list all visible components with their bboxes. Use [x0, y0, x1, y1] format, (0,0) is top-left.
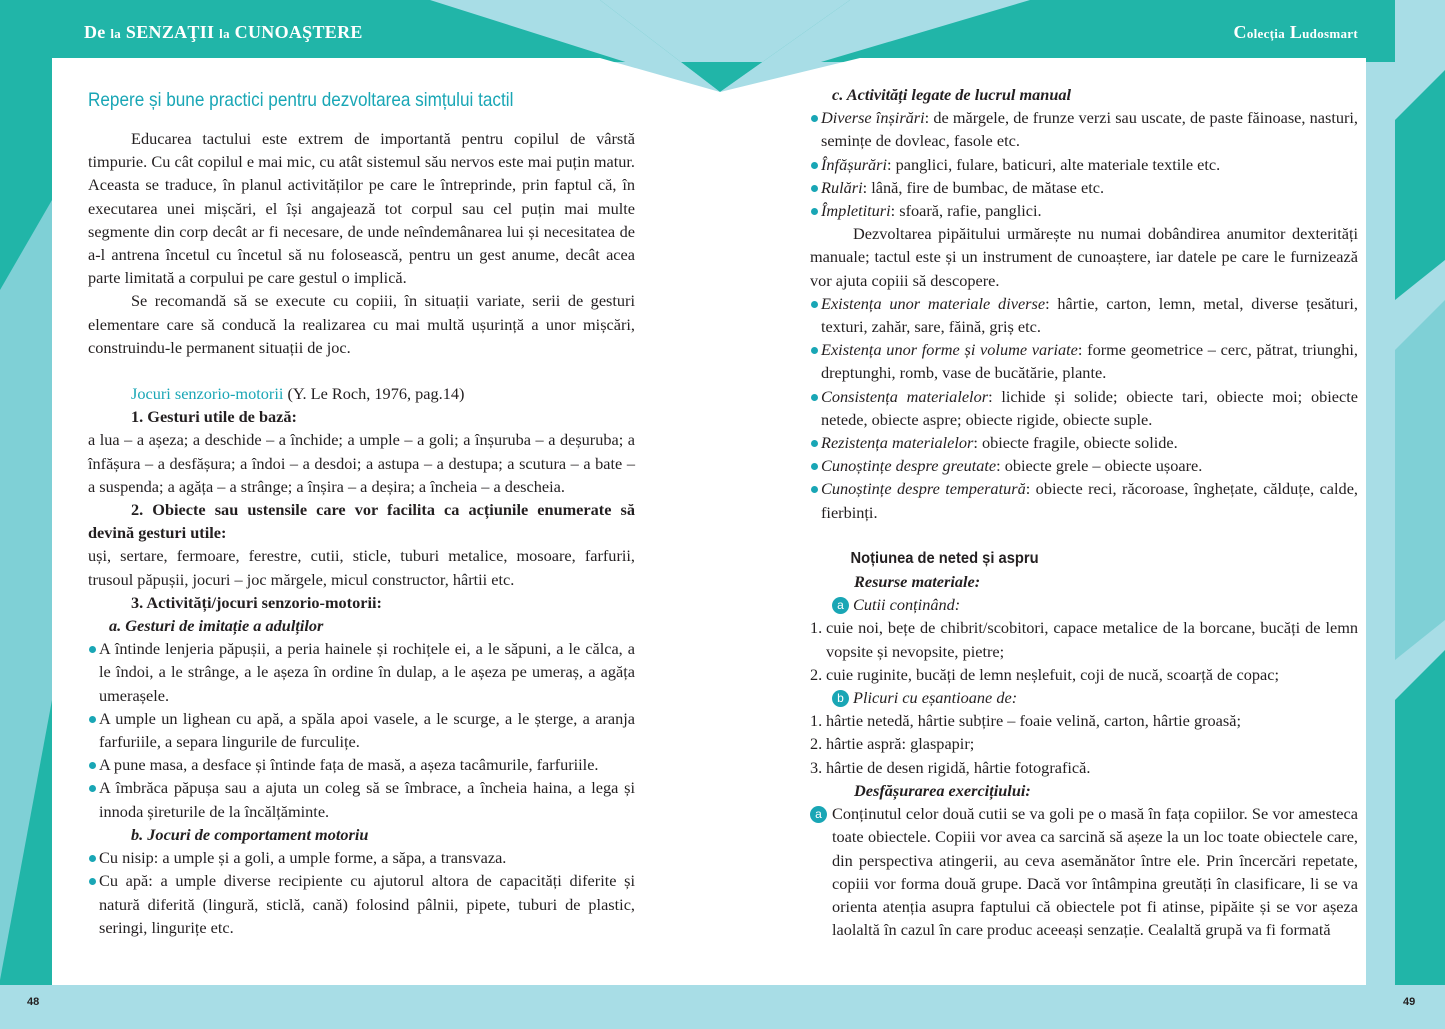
paragraph: Educarea tactului este extrem de importantă pentru copilul de vârstă timpurie. Cu cât copilul e mai mic, cu atât sistemul său nervos este mai puțin matur. Aceasta se traduce, în planul activităților pe care le întreprinde, prin faptul că, în executarea unei mișcări, el își angajează tot corpul sau cel puțin mai multe segmente din corp decât ar fi necesare, de unde neîndemânarea lui și necesitatea de a-l antrena încetul cu încetul să nu folosească, pentru un gest anume, decât acea parte limitată a corpului pe care gestul o implică. [88, 129, 635, 288]
resource-group-a: a Cutii conținând: [810, 593, 1358, 616]
list-item: Consistența materialelor: lichide și solide; obiecte tari, obiecte moi; obiecte netede, obiecte aspre; obiecte rigide, obiecte suple. [810, 385, 1358, 431]
subheading: Resurse materiale: [854, 572, 981, 592]
resource-group-b: b Plicuri cu eșantioane de: [810, 686, 1358, 709]
paragraph: Se recomandă să se execute cu copiii, în situații variate, serii de gesturi elementare care să conducă la realizarea cu mai multă ușurință a unor mișcări, construindu-le permanent situații de joc. [88, 291, 635, 357]
section-title: Repere și bune practici pentru dezvoltarea simțului tactil [88, 89, 514, 111]
list-item: 1. hârtie netedă, hârtie subțire – foaie velină, carton, hârtie groasă; [810, 711, 1241, 731]
running-header-right: Colecția Ludosmart [1233, 22, 1358, 42]
paragraph: uși, sertare, fermoare, ferestre, cutii, sticle, tuburi metalice, mosoare, farfurii, trusoul păpușii, jocuri – joc mărgele, micul constructor, hârtii etc. [88, 546, 635, 589]
running-header-left: De la SENZAŢII la CUNOAŞTERE [84, 22, 363, 42]
letter-badge: a [810, 806, 827, 823]
list-item: Rulări: lână, fire de bumbac, de mătase etc. [810, 176, 1358, 199]
numbered-list [810, 709, 1358, 779]
subheading: 2. Obiecte sau ustensile care vor facilita ca acțiunile enumerate să devină gesturi utile: [88, 500, 635, 543]
subheading: b. Jocuri de comportament motoriu [131, 824, 369, 844]
list-item: Cu nisip: a umple și a goli, a umple forme, a săpa, a transvaza. [88, 846, 635, 869]
subheading: 3. Activități/jocuri senzorio-motorii: [131, 592, 382, 612]
letter-badge: b [832, 690, 849, 707]
list-item: 3. hârtie de desen rigidă, hârtie fotografică. [810, 757, 1091, 777]
list-item: A umple un lighean cu apă, a spăla apoi vasele, a le scurge, a le șterge, a aranja farfuriile, a separa lingurile de furculițe. [88, 707, 635, 753]
list-item: 2. hârtie aspră: glaspapir; [810, 734, 975, 754]
paragraph: Dezvoltarea pipăitului urmărește nu numai dobândirea anumitor dexterități manuale; tactul este și un instrument de cunoaștere, iar datele pe care le furnizează vor ajuta copiii să descopere. [810, 224, 1358, 290]
subsection-heading: Noțiunea de neted și aspru [850, 549, 1039, 567]
bullet-list [810, 292, 1358, 524]
list-item: Existența unor forme și volume variate: forme geometrice – cerc, pătrat, triunghi, dreptunghi, romb, vase de bucătărie, plante. [810, 338, 1358, 384]
list-item: A întinde lenjeria păpușii, a peria hainele și rochițele ei, a le săpuni, a le călca, a le îndoi, a le strânge, a le așeza în ordine în dulap, a le așeza pe umeraș, a agăța umerașele. [88, 637, 635, 707]
list-item: Existența unor materiale diverse: hârtie, carton, lemn, metal, diverse țesături, texturi, zahăr, sare, făină, griș etc. [810, 292, 1358, 338]
list-item: 1. cuie noi, bețe de chibrit/scobitori, capace metalice de la borcane, bucăți de lemn vopsite și nevopsite, pietre; [810, 618, 1358, 661]
bullet-list [810, 106, 1358, 222]
page-number-left: 48 [27, 996, 40, 1008]
subsection-heading: Jocuri senzorio-motorii (Y. Le Roch, 1976, pag.14) [131, 384, 465, 404]
list-item: A pune masa, a desface și întinde fața de masă, a așeza tacâmurile, farfuriile. [88, 753, 635, 776]
numbered-list [810, 616, 1358, 686]
exercise-step: a Conținutul celor două cutii se va goli pe o masă în fața copiilor. Se vor amesteca toate obiectele. Copiii vor avea ca sarcină să așeze la un loc toate obiectele care, din perspectiva atingerii, au ceva asemănător între ele. Prin încercări repetate, copiii vor forma două grupe. Dacă vor întâmpina greutăți în clasificare, li se va orienta atenția asupra faptului că obiectele pot fi atinse, pipăite și se vor așeza laolaltă în cazul în care produc aceeași senzație. Cealaltă grupă va fi formată [810, 802, 1358, 941]
subheading: c. Activități legate de lucrul manual [832, 85, 1072, 104]
list-item: 2. cuie ruginite, bucăți de lemn neșlefuit, coji de nucă, scoarță de copac; [810, 664, 1279, 684]
page-number-right: 49 [1403, 996, 1416, 1008]
subheading: 1. Gesturi utile de bază: [131, 407, 297, 427]
list-item: Cu apă: a umple diverse recipiente cu ajutorul altora de capacități diferite și natură diferită (lingură, sticlă, cană) folosind pâlnii, pipete, tuburi de plastic, seringi, lingurițe etc. [88, 869, 635, 939]
paragraph: a lua – a așeza; a deschide – a închide; a umple – a goli; a înșuruba – a deșuruba; a înfășura – a desfășura; a îndoi – a desdoi; a astupa – a destupa; a scutura – a bate – a suspenda; a agăța – a strânge; a înșira – a deșira; a încheia – a descheia. [88, 430, 635, 496]
letter-badge: a [832, 597, 849, 614]
subheading: a. Gesturi de imitație a adulților [109, 616, 324, 636]
list-item: Rezistența materialelor: obiecte fragile, obiecte solide. [810, 431, 1358, 454]
list-item: Cunoștințe despre temperatură: obiecte reci, răcoroase, înghețate, călduțe, calde, fierbinți. [810, 477, 1358, 523]
list-item: Înfășurări: panglici, fulare, baticuri, alte materiale textile etc. [810, 153, 1358, 176]
list-item: Diverse înșirări: de mărgele, de frunze verzi sau uscate, de paste făinoase, nasturi, semințe de dovleac, fasole etc. [810, 106, 1358, 152]
list-item: Împletituri: sfoară, rafie, panglici. [810, 199, 1358, 222]
left-page-column [88, 86, 635, 939]
list-item: A îmbrăca păpușa sau a ajuta un coleg să se îmbrace, a încheia haina, a lega și innoda șireturile de la încălțăminte. [88, 776, 635, 822]
subheading: Desfășurarea exercițiului: [854, 780, 1031, 800]
bullet-list [88, 846, 635, 939]
right-page-column [810, 83, 1358, 941]
bullet-list [88, 637, 635, 823]
list-item: Cunoștințe despre greutate: obiecte grele – obiecte ușoare. [810, 454, 1358, 477]
